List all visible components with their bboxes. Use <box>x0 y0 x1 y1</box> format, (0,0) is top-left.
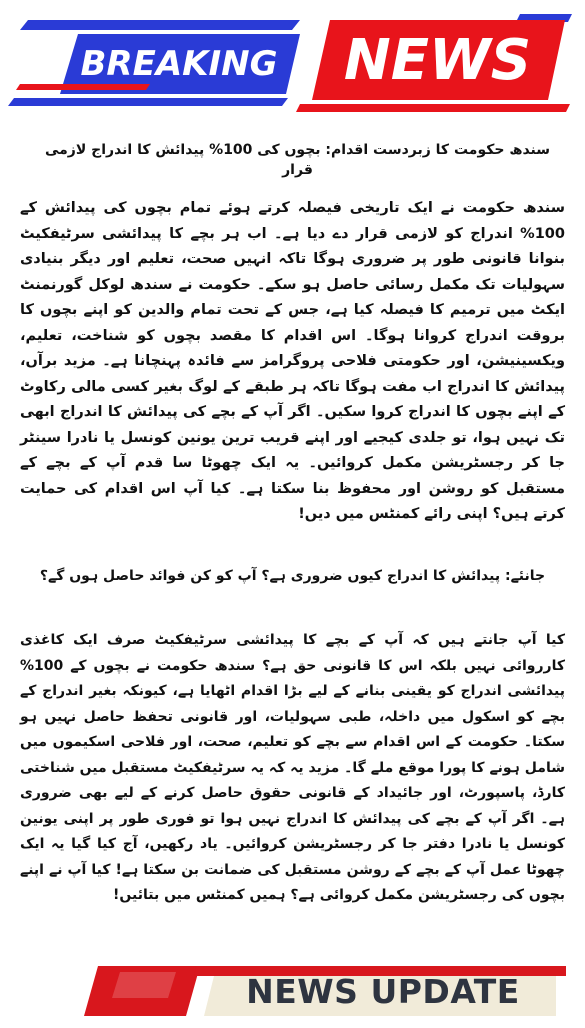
banner-red-strip-bottom <box>296 104 570 112</box>
breaking-word: BREAKING <box>80 44 278 84</box>
article-paragraph-2: کیا آپ جانتے ہیں کہ آپ کے بچے کا پیدائشی سرٹیفکیٹ صرف ایک کاغذی کارروائی نہیں بلکہ اس کا قانونی حق ہے؟ سندھ حکومت نے بچوں کے 100% پیدائشی اندراج کو یقینی بنانے کے لیے بڑا اقدام اٹھایا ہے، کیونکہ بغیر اندراج کے بچے کو اسکول میں داخلہ، طبی سہولیات، اور قانونی تحفظ حاصل نہیں ہو سکتا۔ حکومت کے اس اقدام سے بچے کو تعلیم، صحت، اور فلاحی اسکیموں میں شامل ہونے کا پورا موقع ملے گا۔ مزید یہ کہ یہ سرٹیفکیٹ مستقبل میں شناختی کارڈ، پاسپورٹ، اور جائیداد کے قانونی حقوق حاصل کرنے کے لیے بھی ضروری ہے۔ اگر آپ کے بچے کی پیدائش کا اندراج نہیں ہوا تو فوری طور پر اپنی یونین کونسل یا نادرا دفتر جا کر رجسٹریشن کروائیں۔ یاد رکھیں، آج کیا گیا یہ ایک چھوٹا عمل آپ کے بچے کے روشن مستقبل کی ضمانت بن سکتا ہے! کیا آپ نے اپنے بچوں کی رجسٹریشن مکمل کروائی ہے؟ ہمیں کمنٹس میں بتائیں! <box>20 632 565 903</box>
banner-stripe-top <box>20 20 300 30</box>
article-headline: سندھ حکومت کا زبردست اقدام: بچوں کی 100% پیدائش کا اندراج لازمی قرار <box>44 142 551 178</box>
article-paragraph-1: سندھ حکومت نے ایک تاریخی فیصلہ کرتے ہوئے تمام بچوں کی پیدائش کے 100% اندراج کو لازمی قرار دے دیا ہے۔ اب ہر بچے کا پیدائشی سرٹیفکیٹ بنوانا قانونی طور پر ضروری ہوگا تاکہ انہیں صحت، تعلیم اور دیگر بنیادی سہولیات تک مکمل رسائی حاصل ہو سکے۔ حکومت نے سندھ لوکل گورنمنٹ ایکٹ میں ترمیم کا فیصلہ کیا ہے، جس کے تحت تمام والدین کو اپنے بچوں کا بروقت اندراج کروانا ہوگا۔ اس اقدام کا مقصد بچوں کو شناخت، تعلیم، ویکسینیشن، اور حکومتی فلاحی پروگرامز سے فائدہ پہنچانا ہے۔ مزید برآں، پیدائش کا اندراج اب مفت ہوگا تاکہ ہر طبقے کے لوگ بغیر کسی مالی رکاوٹ کے اپنے بچوں کا اندراج کروا سکیں۔ اگر آپ کے بچے کی پیدائش کا اندراج ابھی تک نہیں ہوا، تو جلدی کیجیے اور اپنے قریب ترین یونین کونسل یا نادرا سینٹر جا کر رجسٹریشن مکمل کروائیں۔ یہ ایک چھوٹا سا قدم آپ کے بچے کے مستقبل کو روشن اور محفوظ بنا سکتا ہے۔ کیا آپ اس اقدام کی حمایت کرتے ہیں؟ اپنی رائے کمنٹس میں دیں! <box>20 200 565 522</box>
article-subheading: جانئے: پیدائش کا اندراج کیوں ضروری ہے؟ آپ کو کن فوائد حاصل ہوں گے؟ <box>39 568 546 584</box>
banner-stripe-bottom <box>8 98 288 106</box>
breaking-news-banner <box>0 0 585 118</box>
news-word: NEWS <box>343 27 532 93</box>
news-update-red-highlight <box>112 972 176 998</box>
news-update-label: NEWS UPDATE <box>246 971 520 1011</box>
news-update-banner <box>0 958 585 1024</box>
